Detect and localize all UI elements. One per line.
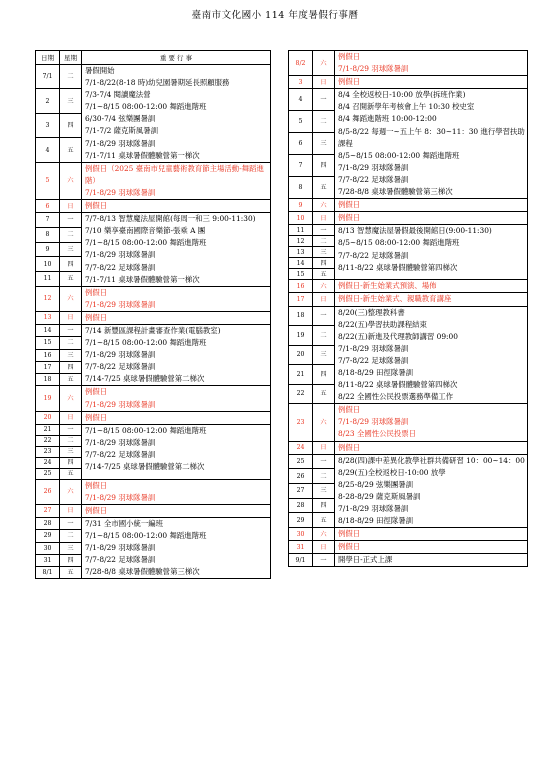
event-line: 例假日: [85, 201, 108, 211]
weekday-cell: 五: [313, 177, 335, 199]
calendar-row: [36, 324, 271, 336]
weekday-cell: 二: [60, 65, 82, 89]
calendar-row: [289, 293, 528, 306]
calendar-row: [289, 454, 528, 469]
events-cell: [82, 424, 271, 479]
calendar-row: [36, 213, 271, 228]
events-cell: [335, 212, 528, 225]
date-cell: 26: [36, 479, 60, 504]
event-line: 6/30-7/4 弦樂團暑訓: [85, 114, 156, 124]
event-line: 例假日: [338, 200, 361, 210]
weekday-cell: 日: [313, 293, 335, 306]
weekday-cell: 三: [313, 247, 335, 258]
weekday-cell: 一: [60, 213, 82, 228]
event-line: 例假日: [85, 312, 108, 322]
event-line: 7/1-8/29 羽球隊暑訓: [85, 492, 156, 502]
weekday-cell: 六: [313, 51, 335, 76]
weekday-cell: 五: [60, 374, 82, 386]
event-line: 例假日: [338, 529, 361, 539]
date-cell: 8/2: [289, 51, 313, 76]
weekday-cell: 六: [60, 286, 82, 311]
weekday-cell: 五: [60, 271, 82, 286]
weekday-cell: 日: [60, 504, 82, 517]
date-cell: 30: [36, 542, 60, 554]
weekday-cell: 四: [60, 257, 82, 272]
date-cell: 29: [36, 530, 60, 542]
date-cell: 13: [36, 311, 60, 324]
event-line: 例假日: [85, 387, 108, 397]
date-cell: 15: [289, 269, 313, 280]
date-cell: 25: [36, 468, 60, 479]
event-line: 7/1-8/29 羽球隊暑訓: [85, 543, 156, 553]
events-cell: [82, 213, 271, 287]
weekday-cell: 日: [60, 311, 82, 324]
event-line: 例假日: [338, 442, 361, 452]
calendar-row: [36, 479, 271, 504]
date-cell: 17: [289, 293, 313, 306]
event-line: 8/4 舞蹈進階班 10:00-12:00: [338, 114, 437, 124]
date-cell: 7/1: [36, 65, 60, 89]
event-line: 例假日: [85, 287, 108, 297]
event-line: 7/14-7/25 桌球暑假體驗營第二梯次: [85, 462, 205, 471]
date-cell: 31: [36, 554, 60, 566]
event-line: 8/20(三)整理教科書: [338, 307, 405, 317]
event-line: 8/5~8/15 08:00-12:00 舞蹈進階班: [338, 150, 460, 160]
date-cell: 19: [36, 386, 60, 411]
calendar-row: [36, 386, 271, 411]
date-cell: 6: [36, 200, 60, 213]
calendar-row: [289, 441, 528, 454]
date-cell: 8: [289, 177, 313, 199]
date-cell: 9: [289, 199, 313, 212]
date-cell: 15: [36, 337, 60, 349]
event-line: 7/7-8/22 足球隊暑訓: [85, 362, 156, 372]
weekday-cell: 四: [313, 498, 335, 513]
weekday-cell: 一: [60, 324, 82, 336]
weekday-cell: 六: [313, 404, 335, 441]
event-line: 7/28-8/8 桌球暑假體驗營第三梯次: [85, 567, 200, 577]
calendar-row: [289, 76, 528, 89]
event-line: 7/1-8/29 羽球隊暑訓: [85, 350, 156, 360]
event-line: 8/22(五)新進及代理教師講習 09:00: [338, 331, 458, 341]
weekday-cell: 四: [313, 365, 335, 385]
weekday-cell: 五: [60, 138, 82, 162]
event-line: 8/11-8/22 桌球暑假體驗營第四梯次: [338, 262, 458, 272]
calendar-row: [289, 280, 528, 293]
date-cell: 27: [289, 484, 313, 499]
weekday-cell: 日: [313, 541, 335, 554]
events-cell: [335, 89, 528, 199]
weekday-cell: 一: [313, 89, 335, 111]
date-cell: 5: [36, 162, 60, 199]
event-line: 7/1-8/29 羽球隊暑訓: [85, 250, 156, 260]
event-line: 例假日（2025 臺南市兒童藝術教育節主場活動-舞蹈進階）: [85, 163, 264, 185]
weekday-cell: 日: [313, 212, 335, 225]
events-cell: [335, 225, 528, 280]
calendar-row: [36, 518, 271, 530]
event-line: 7/1-8/29 羽球隊暑訓: [85, 437, 156, 447]
weekday-cell: 日: [313, 441, 335, 454]
event-line: 7/1-8/29 羽球隊暑訓: [85, 299, 156, 309]
weekday-cell: 二: [313, 469, 335, 484]
weekday-cell: 一: [60, 424, 82, 435]
date-cell: 9/1: [289, 554, 313, 567]
date-cell: 18: [289, 306, 313, 326]
date-cell: 23: [289, 404, 313, 441]
weekday-cell: 四: [60, 361, 82, 373]
event-line: 7/1-8/29 羽球隊暑訓: [85, 138, 156, 148]
date-cell: 22: [289, 384, 313, 404]
date-cell: 27: [36, 504, 60, 517]
weekday-cell: 三: [60, 446, 82, 457]
date-cell: 31: [289, 541, 313, 554]
event-line: 7/7-8/22 足球隊暑訓: [338, 174, 409, 184]
event-line: 7/7-8/22 足球隊暑訓: [338, 355, 409, 365]
weekday-cell: 三: [313, 133, 335, 155]
event-line: 例假日: [338, 542, 361, 552]
weekday-cell: 一: [313, 306, 335, 326]
calendar-row: [36, 424, 271, 435]
event-line: 例假日: [338, 52, 361, 61]
date-cell: 8/1: [36, 567, 60, 579]
events-cell: [82, 386, 271, 411]
event-line: 7/7-8/22 足球隊暑訓: [85, 555, 156, 565]
date-cell: 21: [36, 424, 60, 435]
event-line: 7/7-8/22 足球隊暑訓: [85, 262, 156, 272]
events-cell: [82, 518, 271, 579]
weekday-cell: 五: [313, 269, 335, 280]
events-cell: [335, 528, 528, 541]
weekday-cell: 六: [60, 479, 82, 504]
event-line: 8/22 全國性公民投票選務準備工作: [338, 392, 454, 402]
event-line: 7/1-8/22(8-18 時)幼兒園暑期延長照顧服務: [85, 78, 230, 88]
calendar-row: [36, 411, 271, 424]
date-cell: 9: [36, 242, 60, 257]
weekday-cell: 一: [313, 454, 335, 469]
event-line: 7/1~8/15 08:00-12:00 舞蹈進階班: [85, 238, 207, 248]
events-cell: [335, 441, 528, 454]
calendar-row: [289, 51, 528, 76]
event-line: 暑假開始: [85, 66, 115, 75]
date-cell: 7: [36, 213, 60, 228]
event-line: 7/1-7/11 桌球暑假體驗營第一梯次: [85, 274, 200, 284]
calendar-row: [36, 162, 271, 199]
weekday-cell: 五: [313, 384, 335, 404]
date-cell: 24: [289, 441, 313, 454]
weekday-cell: 三: [60, 242, 82, 257]
events-cell: [335, 280, 528, 293]
calendar-row: [289, 541, 528, 554]
calendar-row: [289, 554, 528, 567]
event-line: 8/18-8/29 田徑隊暑訓: [338, 367, 413, 377]
weekday-cell: 三: [313, 345, 335, 365]
weekday-cell: 六: [313, 199, 335, 212]
weekday-cell: 四: [60, 457, 82, 468]
weekday-cell: 二: [313, 236, 335, 247]
date-cell: 4: [36, 138, 60, 162]
event-line: 8/23 全國性公民投票日: [338, 429, 417, 439]
event-line: 例假日: [85, 505, 108, 515]
calendar-row: [289, 528, 528, 541]
header-date: 日期: [36, 51, 60, 65]
event-line: 7/1-8/29 羽球隊暑訓: [85, 187, 156, 197]
event-line: 8/25-8/29 弦樂團暑訓: [338, 479, 413, 489]
events-cell: [82, 324, 271, 385]
calendar-row: [36, 504, 271, 517]
event-line: 例假日: [338, 405, 361, 415]
calendar-row: [36, 286, 271, 311]
date-cell: 24: [36, 457, 60, 468]
weekday-cell: 四: [313, 258, 335, 269]
events-cell: [335, 76, 528, 89]
event-line: 7/31 全市國小統一編班: [85, 519, 164, 528]
date-cell: 4: [289, 89, 313, 111]
events-cell: [82, 286, 271, 311]
weekday-cell: 日: [60, 200, 82, 213]
weekday-cell: 六: [60, 386, 82, 411]
event-line: 7/1-7/2 薩克斯風暑訓: [85, 126, 158, 136]
events-cell: [82, 479, 271, 504]
weekday-cell: 四: [60, 554, 82, 566]
weekday-cell: 六: [313, 280, 335, 293]
event-line: 8/5~8/15 08:00-12:00 舞蹈進階班: [338, 238, 460, 248]
event-line: 7/1~8/15 08:00-12:00 舞蹈進階班: [85, 102, 207, 112]
date-cell: 10: [36, 257, 60, 272]
event-line: 7/1-8/29 羽球隊暑訓: [338, 504, 409, 513]
event-line: 7/1-8/29 羽球隊暑訓: [338, 343, 409, 353]
date-cell: 7: [289, 155, 313, 177]
event-line: 8/4 召開新學年考核會上午 10:30 校史室: [338, 102, 475, 112]
weekday-cell: 三: [60, 542, 82, 554]
header-events: 重 要 行 事: [82, 51, 271, 65]
weekday-cell: 一: [60, 518, 82, 530]
date-cell: 8: [36, 227, 60, 242]
date-cell: 11: [289, 225, 313, 236]
events-cell: [82, 504, 271, 517]
date-cell: 29: [289, 513, 313, 528]
weekday-cell: 六: [60, 162, 82, 199]
calendar-table-left: [35, 50, 271, 579]
event-line: 7/1~8/15 08:00-12:00 舞蹈進階班: [85, 531, 207, 541]
events-cell: [82, 65, 271, 163]
events-cell: [82, 162, 271, 199]
events-cell: [335, 404, 528, 441]
date-cell: 12: [36, 286, 60, 311]
header-weekday: 星期: [60, 51, 82, 65]
event-line: 例假日: [338, 213, 361, 223]
event-line: 例假日: [85, 480, 108, 490]
date-cell: 19: [289, 326, 313, 346]
event-line: 7/1-8/29 羽球隊暑訓: [85, 399, 156, 409]
event-line: 7/1-8/29 羽球隊暑訓: [338, 417, 409, 427]
date-cell: 17: [36, 361, 60, 373]
calendar-row: [36, 65, 271, 89]
weekday-cell: 日: [313, 76, 335, 89]
calendar-row: [289, 199, 528, 212]
event-line: 7/14 新豐區課程計畫審查作業(電腦教室): [85, 325, 221, 335]
calendar-row: [289, 306, 528, 326]
event-line: 例假日-新生始業式、親職教育講座: [338, 294, 452, 304]
date-cell: 6: [289, 133, 313, 155]
date-cell: 16: [289, 280, 313, 293]
event-line: 8/4 全校返校日-10:00 放學(拆班作業): [338, 90, 466, 100]
calendar-row: [289, 404, 528, 441]
event-line: 7/10 樂享臺南國際音樂節-張乘 A 團: [85, 226, 206, 236]
date-cell: 16: [36, 349, 60, 361]
date-cell: 10: [289, 212, 313, 225]
date-cell: 20: [289, 345, 313, 365]
event-line: 例假日-新生始業式預演、場佈: [338, 281, 437, 291]
weekday-cell: 一: [313, 554, 335, 567]
event-line: 7/1-7/11 桌球暑假體驗營第一梯次: [85, 150, 200, 160]
date-cell: 22: [36, 435, 60, 446]
event-line: 8/29(五)全校返校日-10:00 放學: [338, 467, 446, 477]
weekday-cell: 二: [60, 435, 82, 446]
event-line: 8/18-8/29 田徑隊暑訓: [338, 516, 413, 526]
weekday-cell: 五: [313, 513, 335, 528]
weekday-cell: 二: [313, 111, 335, 133]
events-cell: [335, 306, 528, 404]
weekday-cell: 四: [313, 155, 335, 177]
weekday-cell: 五: [60, 567, 82, 579]
date-cell: 13: [289, 247, 313, 258]
date-cell: 28: [289, 498, 313, 513]
date-cell: 25: [289, 454, 313, 469]
weekday-cell: 二: [60, 530, 82, 542]
event-line: 7/7-8/22 足球隊暑訓: [338, 250, 409, 260]
weekday-cell: 二: [60, 227, 82, 242]
weekday-cell: 三: [60, 349, 82, 361]
date-cell: 3: [289, 76, 313, 89]
calendar-row: [36, 200, 271, 213]
calendar-row: [289, 212, 528, 225]
events-cell: [82, 411, 271, 424]
event-line: 7/14-7/25 桌球暑假體驗營第二梯次: [85, 374, 205, 384]
weekday-cell: 一: [313, 225, 335, 236]
events-cell: [335, 454, 528, 528]
event-line: 7/3-7/4 閱讀魔法營: [85, 90, 151, 100]
weekday-cell: 三: [60, 89, 82, 113]
event-line: 7/28-8/8 桌球暑假體驗營第三梯次: [338, 187, 453, 197]
date-cell: 28: [36, 518, 60, 530]
date-cell: 21: [289, 365, 313, 385]
event-line: 7/7-8/13 智慧魔法屋開館(每周一和三 9:00-11:30): [85, 214, 256, 224]
date-cell: 30: [289, 528, 313, 541]
date-cell: 3: [36, 113, 60, 137]
weekday-cell: 六: [313, 528, 335, 541]
calendar-row: [36, 311, 271, 324]
date-cell: 14: [36, 324, 60, 336]
document-title: 臺南市文化國小 114 年度暑假行事曆: [191, 10, 359, 21]
events-cell: [335, 293, 528, 306]
calendar-row: [289, 225, 528, 236]
date-cell: 5: [289, 111, 313, 133]
event-line: 8/13 智慧魔法屋暑假最後開館日(9:00-11:30): [338, 226, 492, 236]
date-cell: 20: [36, 411, 60, 424]
event-line: 例假日: [85, 412, 108, 422]
weekday-cell: 日: [60, 411, 82, 424]
weekday-cell: 二: [60, 337, 82, 349]
weekday-cell: 四: [60, 113, 82, 137]
date-cell: 14: [289, 258, 313, 269]
events-cell: [335, 51, 528, 76]
event-line: 8/11-8/22 桌球暑假體驗營第四梯次: [338, 380, 458, 390]
event-line: 8/5-8/22 每週一~五上午 8：30~11：30 進行學習扶助課程: [338, 126, 525, 148]
event-line: 7/7-8/22 足球隊暑訓: [85, 449, 156, 459]
event-line: 8/22(五)學習扶助課程結束: [338, 319, 427, 329]
date-cell: 26: [289, 469, 313, 484]
calendar-table-right: [288, 50, 528, 567]
date-cell: 11: [36, 271, 60, 286]
events-cell: [82, 311, 271, 324]
event-line: 8-28-8/29 薩克斯風暑訓: [338, 491, 421, 501]
event-line: 開學日-正式上課: [338, 555, 393, 565]
date-cell: 18: [36, 374, 60, 386]
event-line: 例假日: [338, 77, 361, 87]
events-cell: [335, 199, 528, 212]
date-cell: 12: [289, 236, 313, 247]
events-cell: [335, 541, 528, 554]
event-line: 7/1-8/29 羽球隊暑訓: [338, 162, 409, 172]
weekday-cell: 五: [60, 468, 82, 479]
events-cell: [82, 200, 271, 213]
event-line: 7/1~8/15 08:00-12:00 舞蹈進階班: [85, 338, 207, 348]
event-line: 7/1-8/29 羽球隊暑訓: [338, 64, 409, 74]
weekday-cell: 三: [313, 484, 335, 499]
date-cell: 23: [36, 446, 60, 457]
calendar-row: [289, 89, 528, 111]
events-cell: [335, 554, 528, 567]
date-cell: 2: [36, 89, 60, 113]
event-line: 8/28(四)課中差異化教學社群共備研習 10：00~14：00: [338, 455, 525, 465]
weekday-cell: 二: [313, 326, 335, 346]
event-line: 7/1~8/15 08:00-12:00 舞蹈進階班: [85, 425, 207, 435]
